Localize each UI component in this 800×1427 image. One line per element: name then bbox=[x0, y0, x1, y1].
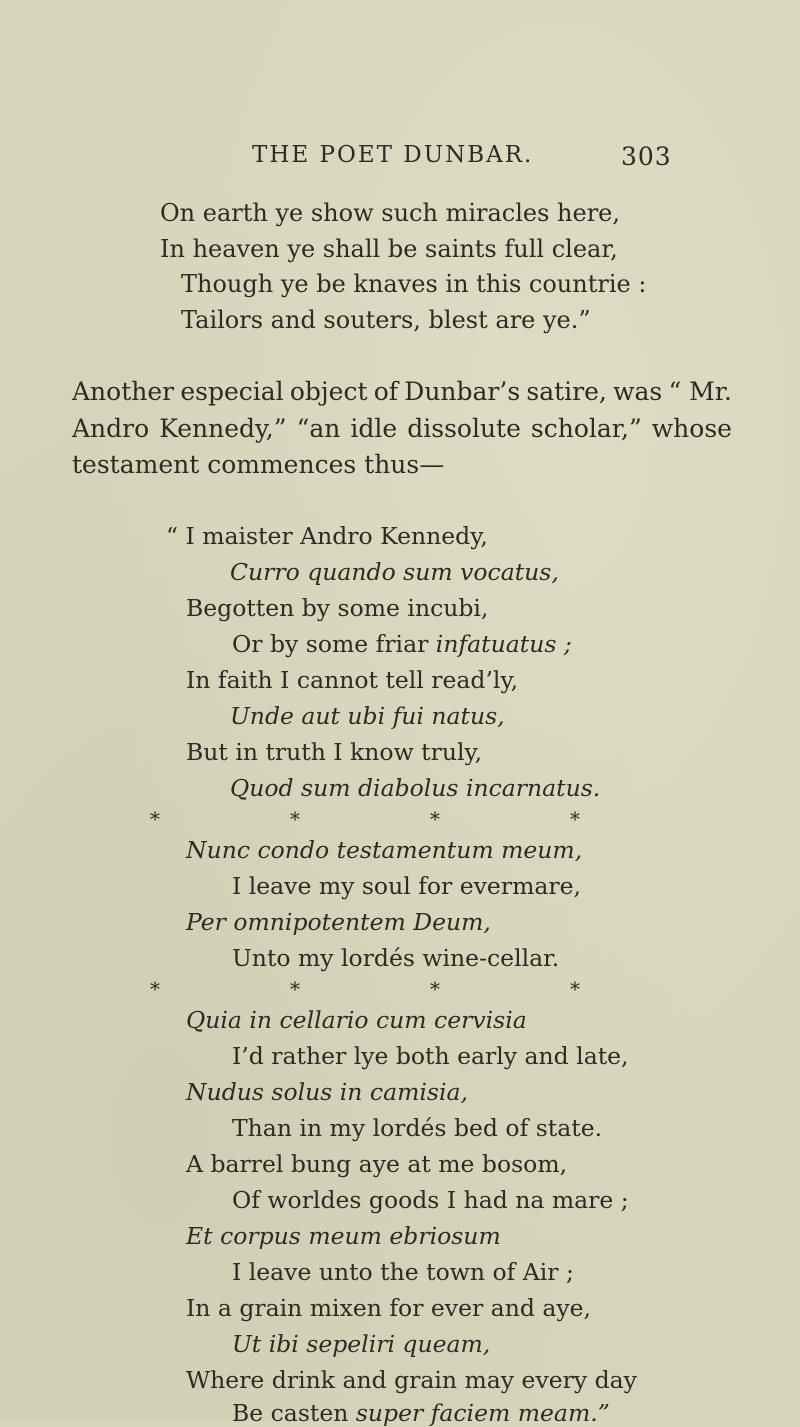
verse-line: In a grain mixen for ever and aye, bbox=[186, 1294, 592, 1322]
prose-word: “ Mr. bbox=[668, 377, 732, 406]
prose-word: satire, bbox=[526, 377, 607, 406]
verse-line: Begotten by some incubi, bbox=[186, 594, 489, 622]
running-head: THE POET DUNBAR. bbox=[252, 142, 534, 168]
verse-line: I’d rather lye both early and late, bbox=[232, 1042, 629, 1070]
prose-word: Dunbar’s bbox=[404, 377, 521, 406]
verse-line: Quia in cellario cum cervisia bbox=[186, 1006, 527, 1034]
verse-line: Nudus solus in camisia, bbox=[186, 1078, 468, 1106]
verse-line: Unde aut ubi fui natus, bbox=[230, 702, 505, 730]
prose-word: “an bbox=[296, 414, 341, 443]
verse-line: Of worldes goods I had na mare ; bbox=[232, 1186, 629, 1214]
asterisk: * bbox=[290, 977, 300, 1001]
verse-line: A barrel bung aye at me bosom, bbox=[186, 1150, 568, 1178]
asterisk: * bbox=[150, 977, 160, 1001]
verse-line: Curro quando sum vocatus, bbox=[230, 558, 559, 586]
verse-line: In faith I cannot tell read’ly, bbox=[186, 666, 519, 694]
asterisk: * bbox=[570, 807, 580, 831]
prose-word: idle bbox=[350, 414, 398, 443]
asterisk: * bbox=[290, 807, 300, 831]
prose-word: was bbox=[613, 377, 663, 406]
verse-line: Unto my lordés wine-cellar. bbox=[232, 944, 560, 972]
prose-line-2 bbox=[72, 416, 732, 441]
prose-word: of bbox=[373, 377, 399, 406]
verse-line: Ut ibi sepeliri queam, bbox=[232, 1330, 491, 1358]
verse-line: Tailors and souters, blest are ye.” bbox=[181, 306, 591, 334]
prose-word: Another bbox=[72, 377, 175, 406]
prose-word: scholar,” bbox=[530, 414, 642, 443]
asterisk: * bbox=[150, 807, 160, 831]
prose-word: Andro bbox=[72, 414, 150, 443]
verse-line: Per omnipotentem Deum, bbox=[186, 908, 491, 936]
prose-word: dissolute bbox=[407, 414, 521, 443]
verse-line: On earth ye show such miracles here, bbox=[160, 199, 621, 227]
verse-line: Quod sum diabolus incarnatus. bbox=[230, 774, 601, 802]
page-number: 303 bbox=[621, 142, 672, 171]
verse-line: Than in my lordés bed of state. bbox=[232, 1114, 603, 1142]
verse-line: Nunc condo testamentum meum, bbox=[186, 836, 583, 864]
prose-word: object bbox=[289, 377, 368, 406]
verse-line: Or by some friar infatuatus ; bbox=[232, 630, 572, 658]
verse-line: But in truth I know truly, bbox=[186, 738, 483, 766]
prose-line-1 bbox=[72, 379, 732, 404]
prose-word: Kennedy,” bbox=[159, 414, 287, 443]
asterisk: * bbox=[570, 977, 580, 1001]
verse-line: I leave my soul for evermare, bbox=[232, 872, 581, 900]
asterisk: * bbox=[430, 807, 440, 831]
asterism bbox=[150, 979, 580, 999]
verse-line: In heaven ye shall be saints full clear, bbox=[160, 235, 618, 263]
verse-line: Et corpus meum ebriosum bbox=[186, 1222, 501, 1250]
verse-line: Though ye be knaves in this countrie : bbox=[181, 270, 647, 298]
prose-line-3: testament commences thus— bbox=[72, 450, 445, 479]
asterisk: * bbox=[430, 977, 440, 1001]
verse-line: I leave unto the town of Air ; bbox=[232, 1258, 574, 1286]
asterism bbox=[150, 809, 580, 829]
prose-word: whose bbox=[651, 414, 732, 443]
prose-word: especial bbox=[180, 377, 284, 406]
verse-line: “ I maister Andro Kennedy, bbox=[166, 522, 488, 550]
verse-line: Where drink and grain may every day bbox=[186, 1366, 637, 1394]
verse-line: Be casten super faciem meam.” bbox=[232, 1399, 610, 1427]
